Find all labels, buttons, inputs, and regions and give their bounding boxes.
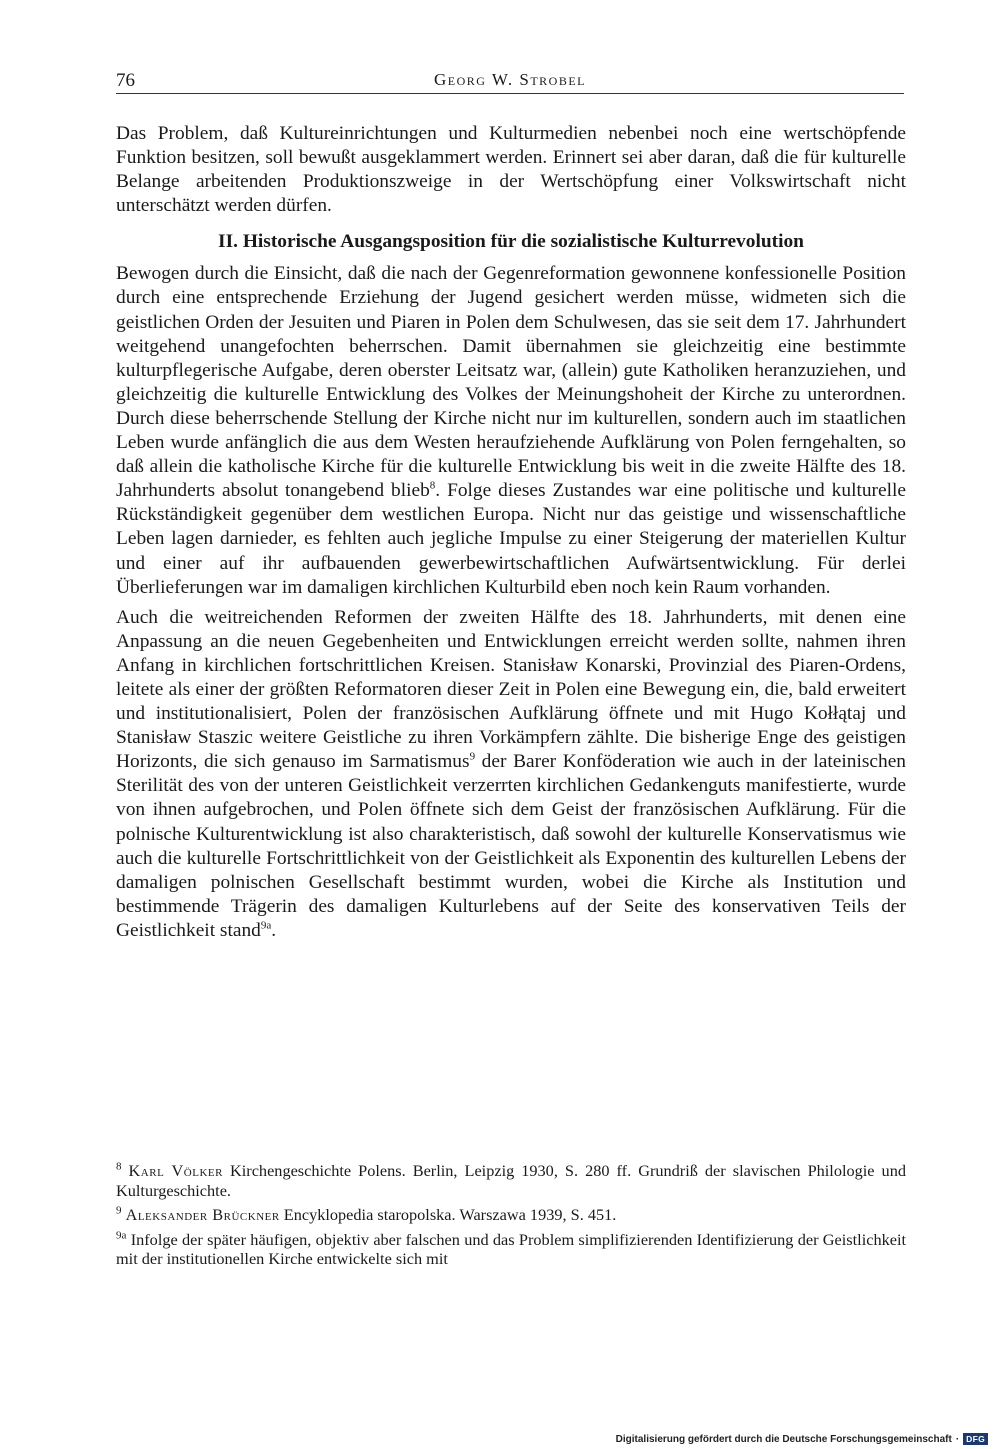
paragraph-1-text-a: Bewogen durch die Einsicht, daß die nach der Gegenreformation gewonnene konfessionelle Position durch eine entsprechende Erziehung der Jugend gesichert werden müsse, widmeten sich die geistlichen Orden der Jesuiten und Piaren in Polen dem Schulwesen, das sie seit dem 17. Jahrhundert weitgehend unangefochten beherrschen. Damit übernahmen sie gleichzeitig eine bestimmte kulturpflegerische Aufgabe, deren oberster Leitsatz war, (allein) gute Katholiken heranzuziehen, und gleichzeitig die kulturelle Entwicklung des Volkes der Meinungshoheit der Kirche zu unterordnen. Durch diese beherrschende Stellung der Kirche nicht nur im kulturellen, sondern auch im staatlichen Leben wurde anfänglich die aus dem Westen heraufziehende Aufklärung von Polen ferngehalten, so daß allein die katholische Kirche für die kulturelle Entwicklung bis weit in die zweite Hälfte des 18. Jahrhunderts absolut tonangebend blieb — [116, 263, 906, 502]
footnote-mark: 8 — [116, 1160, 122, 1173]
footnote-separator — [116, 1153, 516, 1154]
credit-text: Digitalisierung gefördert durch die Deutsche Forschungsgemeinschaft — [615, 1433, 952, 1445]
intro-paragraph: Das Problem, daß Kultureinrichtungen und Kulturmedien nebenbei noch eine wertschöpfende Funktion besitzen, soll bewußt ausgeklammert werden. Erinnert sei aber daran, daß die für kulturelle Belange arbeitenden Produktionszweige in der Wertschöpfung einer Volkswirtschaft nicht unterschätzt werden dürfen. — [116, 123, 906, 217]
footnotes — [116, 1161, 906, 1274]
footnote-text: Encyklopedia staropolska. Warszawa 1939, S. 451. — [279, 1205, 617, 1224]
paragraph-2-text-a: Auch die weitreichenden Reformen der zweiten Hälfte des 18. Jahrhunderts, mit denen eine Anpassung an die neuen Gegebenheiten und Entwicklungen erreicht werden sollte, nahmen ihren Anfang in kirchlichen fortschrittlichen Kreisen. Stanisław Konarski, Provinzial des Piaren-Ordens, leitete als einer der größten Reformatoren dieser Zeit in Polen eine Bewegung ein, die, bald erweitert und institutionalisiert, Polen der französischen Aufklärung öffnete und mit Hugo Kołłątaj und Stanisław Staszic weitere Geistliche zu ihren Vorkämpfern zählte. Die bisherige Enge des geistigen Horizonts, die sich genauso im Sarmatismus — [116, 606, 906, 773]
paragraph-1-text-b: . Folge dieses Zustandes war eine politische und kulturelle Rückständigkeit gegenüber dem westlichen Europa. Nicht nur das geistige und wissenschaftliche Leben lagen darnieder, es fehlten auch jegliche Impulse zu einer Steigerung der materiellen Kultur und einer auf ihr aufbauenden gewerbewirtschaftlichen Aufwärtsentwicklung. Für derlei Überlieferungen war im damaligen kirchlichen Kulturbild eben noch kein Raum vorhanden. — [116, 480, 906, 598]
footnote-author: Karl Völker — [128, 1161, 223, 1180]
paragraph-2-text-c: . — [271, 919, 277, 941]
credit-separator: · — [955, 1433, 960, 1445]
footnote-ref-9a: 9a — [260, 919, 272, 932]
page-header — [116, 70, 904, 94]
footnote-9a — [116, 1230, 906, 1269]
footnote-9 — [116, 1205, 906, 1225]
running-title: Georg W. Strobel — [434, 70, 586, 89]
main-text — [116, 122, 906, 943]
dfg-logo-icon: DFG — [963, 1433, 988, 1445]
footnote-text: Infolge der später häufigen, objektiv aber falschen und das Problem simplifizierenden Identifizierung der Geistlichkeit mit der institutionellen Kirche entwickelte sich mit — [116, 1229, 906, 1268]
footnote-8 — [116, 1161, 906, 1200]
paragraph-1 — [116, 262, 906, 599]
footnote-author: Aleksander Brückner — [125, 1205, 280, 1224]
digitization-credit — [616, 1432, 988, 1446]
footnote-mark: 9 — [116, 1204, 122, 1217]
footnote-mark: 9a — [116, 1229, 127, 1242]
section-heading: II. Historische Ausgangsposition für die sozialistische Kulturrevolution — [218, 231, 804, 253]
paragraph-2 — [116, 606, 906, 943]
footnote-ref-8: 8 — [429, 479, 436, 492]
footnote-text: Kirchengeschichte Polens. Berlin, Leipzig 1930, S. 280 ff. Grundriß der slavischen Philologie und Kulturgeschichte. — [116, 1161, 906, 1200]
header-rule — [116, 93, 904, 94]
footnote-ref-9: 9 — [469, 750, 476, 763]
paragraph-2-text-b: der Barer Konföderation wie auch in der lateinischen Sterilität des von der unteren Geistlichkeit verzerrten kirchlichen Gedankenguts manifestierte, wurde von ihnen aufgebrochen, und Polen öffnete sich dem Geist der französischen Aufklärung. Für die polnische Kulturentwicklung ist also charakteristisch, daß sowohl der kulturelle Konservatismus wie auch die kulturelle Fortschrittlichkeit von der Geistlichkeit als Exponentin des kulturellen Lebens der damaligen polnischen Gesellschaft bestimmt wurden, wobei die Kirche als Institution und bestimmende Trägerin des damaligen Kulturlebens auf der Seite des konservativen Teils der Geistlichkeit stand — [116, 751, 906, 941]
page-number: 76 — [116, 70, 135, 91]
